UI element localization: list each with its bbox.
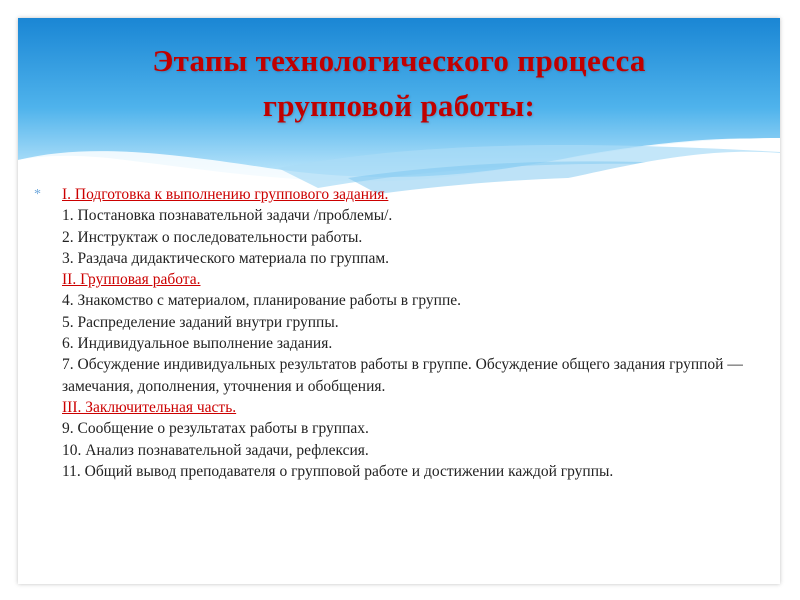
list-item: 1. Постановка познавательной задачи /проблемы/. <box>62 207 393 225</box>
list-item: 2. Инструктаж о последовательности работы. <box>62 228 363 246</box>
list-item: 9. Сообщение о результатах работы в группах. <box>62 420 369 438</box>
slide <box>18 18 780 584</box>
title-line-2: групповой работы: <box>262 88 536 123</box>
section-heading-conclusion: III. Заключительная часть. <box>62 398 237 416</box>
list-item: 5. Распределение заданий внутри группы. <box>62 313 339 331</box>
section-heading-group-work: II. Групповая работа. <box>62 271 201 289</box>
list-item: 3. Раздача дидактического материала по группам. <box>62 249 390 267</box>
list-item: 4. Знакомство с материалом, планирование работы в группе. <box>62 292 461 310</box>
slide-title <box>18 38 780 128</box>
list-item: 11. Общий вывод преподавателя о групповой работе и достижении каждой группы. <box>62 462 614 480</box>
section-heading-preparation: I. Подготовка к выполнению группового задания. <box>62 186 389 203</box>
asterisk-bullet-icon: * <box>34 187 41 202</box>
list-item: 6. Индивидуальное выполнение задания. <box>62 335 333 353</box>
list-item: 10. Анализ познавательной задачи, рефлексия. <box>62 441 369 459</box>
title-line-1: Этапы технологического процесса <box>152 43 646 78</box>
list-item: 7. Обсуждение индивидуальных результатов работы в группе. Обсуждение общего задания группой — замечания, дополнения, уточнения и обобщения. <box>62 356 743 395</box>
content-list <box>34 184 748 482</box>
